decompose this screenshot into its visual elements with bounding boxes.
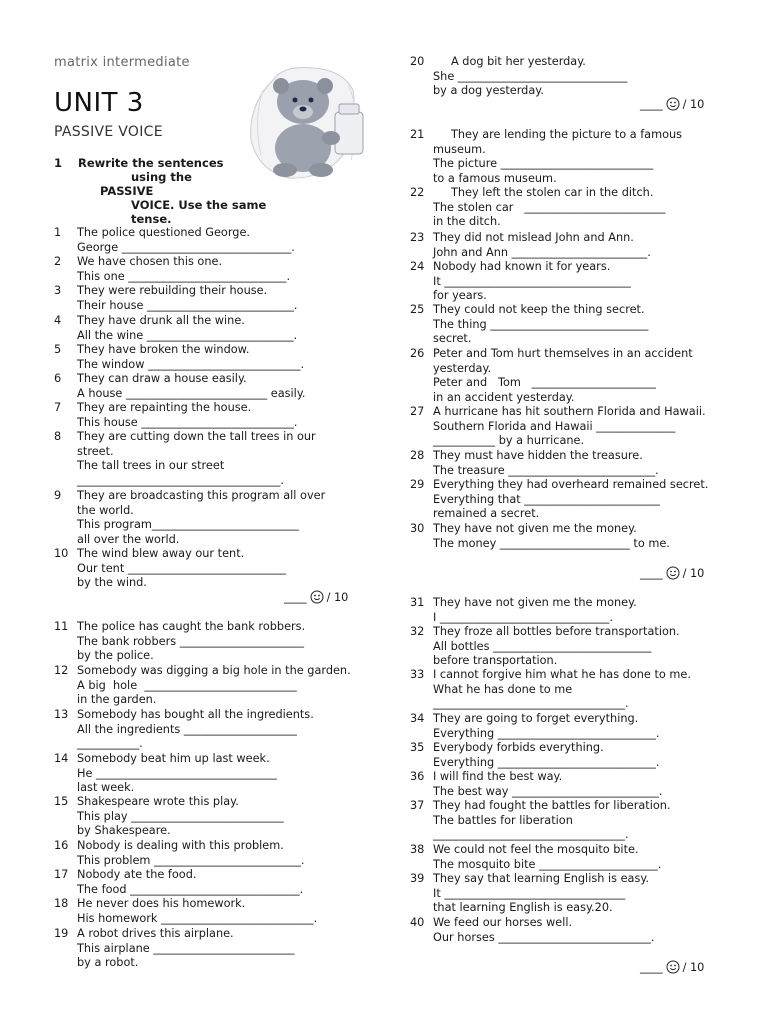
item-line: All the wine __________________________. (77, 328, 298, 342)
item-number: 21 (410, 128, 425, 141)
item-line: __________________________________. (433, 697, 629, 711)
item-line: He never does his homework. (77, 897, 246, 910)
score-blank: ____ (640, 98, 663, 111)
item-line: The food ______________________________. (77, 882, 304, 896)
exercise-number: 1 (54, 156, 63, 170)
item-number: 24 (410, 260, 425, 273)
smiley-face-icon (310, 590, 324, 604)
item-line: They could not keep the thing secret. (433, 303, 645, 316)
item-line: yesterday. (433, 361, 492, 375)
instruction-line: tense. (131, 212, 172, 226)
item-number: 25 (410, 303, 425, 316)
item-line: He ________________________________ (77, 766, 277, 780)
item-line: for years. (433, 289, 487, 303)
item-line: They have drunk all the wine. (77, 314, 245, 327)
item-line: The mosquito bite _____________________. (433, 857, 662, 871)
item-line: They have broken the window. (77, 343, 250, 356)
item-line: The police questioned George. (77, 226, 251, 239)
item-number: 12 (54, 664, 69, 677)
item-line: Everything that ________________________ (433, 492, 660, 506)
item-number: 27 (410, 405, 425, 418)
instruction-line: Rewrite the sentences (78, 156, 224, 170)
item-line: A hurricane has hit southern Florida and Hawaii. (433, 405, 706, 418)
score-blank: ____ (640, 961, 663, 974)
item-line: Everything ____________________________. (433, 726, 660, 740)
item-line: Southern Florida and Hawaii ______________ (433, 419, 676, 433)
item-line: They have not given me the money. (433, 596, 637, 609)
item-line: in the ditch. (433, 215, 501, 229)
item-line: This program__________________________ (77, 518, 299, 532)
item-line: It ________________________________ (433, 886, 626, 900)
item-line: What he has done to me (433, 682, 573, 696)
instruction-line: using the (131, 170, 192, 184)
item-line: museum. (433, 142, 486, 156)
item-line: in an accident yesterday. (433, 390, 575, 404)
item-line: Our horses ___________________________. (433, 930, 655, 944)
item-number: 14 (54, 752, 69, 765)
item-line: This problem __________________________. (77, 853, 305, 867)
item-line: They must have hidden the treasure. (433, 449, 643, 462)
item-line: They are going to forget everything. (433, 712, 639, 725)
item-line: Shakespeare wrote this play. (77, 795, 239, 808)
item-line: The battles for liberation (433, 813, 573, 827)
item-number: 1 (54, 226, 62, 239)
topic-title: PASSIVE VOICE (54, 124, 163, 140)
item-line: The stolen car _________________________ (433, 200, 666, 214)
item-line: A dog bit her yesterday. (433, 55, 586, 68)
item-line: A big hole ___________________________ (77, 678, 297, 692)
score-box (284, 590, 348, 604)
item-number: 18 (54, 897, 69, 910)
item-number: 3 (54, 284, 62, 297)
item-line: in the garden. (77, 693, 157, 707)
item-line: They froze all bottles before transportation. (433, 625, 680, 638)
item-line: This one ____________________________. (77, 269, 291, 283)
item-number: 6 (54, 372, 62, 385)
item-number: 30 (410, 522, 425, 535)
item-line: They had fought the battles for liberation. (433, 799, 671, 812)
item-number: 40 (410, 916, 425, 929)
item-line: They say that learning English is easy. (433, 872, 650, 885)
item-line: ___________ by a hurricane. (433, 434, 585, 448)
smiley-face-icon (666, 97, 680, 111)
item-line: This play ___________________________ (77, 809, 284, 823)
score-total: / 10 (682, 961, 705, 974)
item-number: 26 (410, 347, 425, 360)
unit-title: UNIT 3 (54, 88, 144, 118)
item-line: The tall trees in our street (77, 459, 225, 473)
item-line: We could not feel the mosquito bite. (433, 843, 639, 856)
item-line: Everything ____________________________. (433, 755, 660, 769)
item-line: ___________. (77, 737, 143, 751)
item-line: The money _______________________ to me. (433, 536, 670, 550)
score-total: / 10 (326, 591, 349, 604)
item-number: 10 (54, 547, 69, 560)
item-line: We feed our horses well. (433, 916, 573, 929)
item-line: that learning English is easy.20. (433, 901, 613, 915)
item-line: by a dog yesterday. (433, 84, 544, 98)
item-line: They were rebuilding their house. (77, 284, 268, 297)
item-line: This house ___________________________. (77, 415, 298, 429)
item-line: all over the world. (77, 532, 180, 546)
item-line: The best way __________________________. (433, 784, 663, 798)
item-line: last week. (77, 781, 135, 795)
item-line: by a robot. (77, 956, 139, 970)
item-line: The bank robbers ______________________ (77, 634, 304, 648)
item-number: 35 (410, 741, 425, 754)
instruction-line: VOICE. Use the same (131, 198, 267, 212)
item-number: 13 (54, 708, 69, 721)
score-blank: ____ (640, 567, 663, 580)
item-line: __________________________________. (433, 828, 629, 842)
item-number: 19 (54, 927, 69, 940)
item-number: 32 (410, 625, 425, 638)
item-number: 17 (54, 868, 69, 881)
item-line: It _________________________________ (433, 274, 631, 288)
item-number: 9 (54, 489, 62, 502)
score-box (640, 566, 704, 580)
item-line: street. (77, 444, 114, 458)
item-number: 36 (410, 770, 425, 783)
item-number: 33 (410, 668, 425, 681)
smiley-face-icon (666, 960, 680, 974)
item-line: They are broadcasting this program all over (77, 489, 326, 502)
item-line: A robot drives this airplane. (77, 927, 234, 940)
item-number: 39 (410, 872, 425, 885)
item-number: 11 (54, 620, 69, 633)
item-line: Somebody beat him up last week. (77, 752, 270, 765)
item-line: the world. (77, 503, 134, 517)
item-line: His homework ___________________________. (77, 911, 318, 925)
item-line: A house _________________________ easily. (77, 386, 306, 400)
item-line: The wind blew away our tent. (77, 547, 245, 560)
score-box (640, 97, 704, 111)
item-line: All the ingredients ____________________ (77, 722, 297, 736)
item-line: We have chosen this one. (77, 255, 223, 268)
item-number: 23 (410, 231, 425, 244)
teddy-bear-illustration (243, 60, 408, 185)
item-number: 34 (410, 712, 425, 725)
item-line: Peter and Tom hurt themselves in an accident (433, 347, 693, 360)
item-line: Nobody ate the food. (77, 868, 197, 881)
item-line: by the police. (77, 649, 154, 663)
item-number: 16 (54, 839, 69, 852)
item-line: The picture ___________________________ (433, 157, 654, 171)
item-line: All bottles ____________________________ (433, 639, 652, 653)
score-total: / 10 (682, 98, 705, 111)
item-line: Our tent ____________________________ (77, 561, 287, 575)
item-line: I ______________________________. (433, 610, 613, 624)
item-line: Somebody has bought all the ingredients. (77, 708, 314, 721)
instruction-line: PASSIVE (100, 184, 154, 198)
item-line: Their house __________________________. (77, 298, 298, 312)
item-line: Nobody is dealing with this problem. (77, 839, 284, 852)
item-line: She ______________________________ (433, 69, 628, 83)
item-number: 2 (54, 255, 62, 268)
item-number: 5 (54, 343, 62, 356)
item-number: 4 (54, 314, 62, 327)
score-blank: ____ (284, 591, 307, 604)
item-line: before transportation. (433, 654, 558, 668)
item-line: by the wind. (77, 576, 147, 590)
item-line: They can draw a house easily. (77, 372, 247, 385)
item-line: secret. (433, 332, 472, 346)
item-line: ____________________________________. (77, 473, 284, 487)
item-line: The treasure __________________________. (433, 463, 659, 477)
item-number: 20 (410, 55, 425, 68)
course-name: matrix intermediate (54, 55, 190, 70)
item-number: 38 (410, 843, 425, 856)
item-line: Peter and Tom ______________________ (433, 376, 656, 390)
item-line: This airplane _________________________ (77, 941, 295, 955)
item-line: The police has caught the bank robbers. (77, 620, 306, 633)
smiley-face-icon (666, 566, 680, 580)
item-line: by Shakespeare. (77, 824, 171, 838)
item-number: 37 (410, 799, 425, 812)
item-line: to a famous museum. (433, 171, 557, 185)
item-line: They are cutting down the tall trees in our (77, 430, 316, 443)
item-line: remained a secret. (433, 507, 540, 521)
item-number: 22 (410, 186, 425, 199)
score-total: / 10 (682, 567, 705, 580)
item-line: They are repainting the house. (77, 401, 252, 414)
item-number: 15 (54, 795, 69, 808)
item-line: They have not given me the money. (433, 522, 637, 535)
item-line: The thing ____________________________ (433, 317, 649, 331)
item-number: 31 (410, 596, 425, 609)
item-line: They left the stolen car in the ditch. (433, 186, 654, 199)
item-line: Everybody forbids everything. (433, 741, 604, 754)
item-line: I cannot forgive him what he has done to me. (433, 668, 691, 681)
item-line: I will find the best way. (433, 770, 563, 783)
item-number: 28 (410, 449, 425, 462)
item-line: The window ___________________________. (77, 357, 305, 371)
item-number: 8 (54, 430, 62, 443)
item-number: 7 (54, 401, 62, 414)
item-line: They are lending the picture to a famous (433, 128, 683, 141)
score-box (640, 960, 704, 974)
item-line: Nobody had known it for years. (433, 260, 611, 273)
item-number: 29 (410, 478, 425, 491)
item-line: Everything they had overheard remained secret. (433, 478, 709, 491)
item-line: George ______________________________. (77, 240, 295, 254)
item-line: They did not mislead John and Ann. (433, 231, 634, 244)
item-line: John and Ann ________________________. (433, 245, 651, 259)
item-line: Somebody was digging a big hole in the garden. (77, 664, 351, 677)
